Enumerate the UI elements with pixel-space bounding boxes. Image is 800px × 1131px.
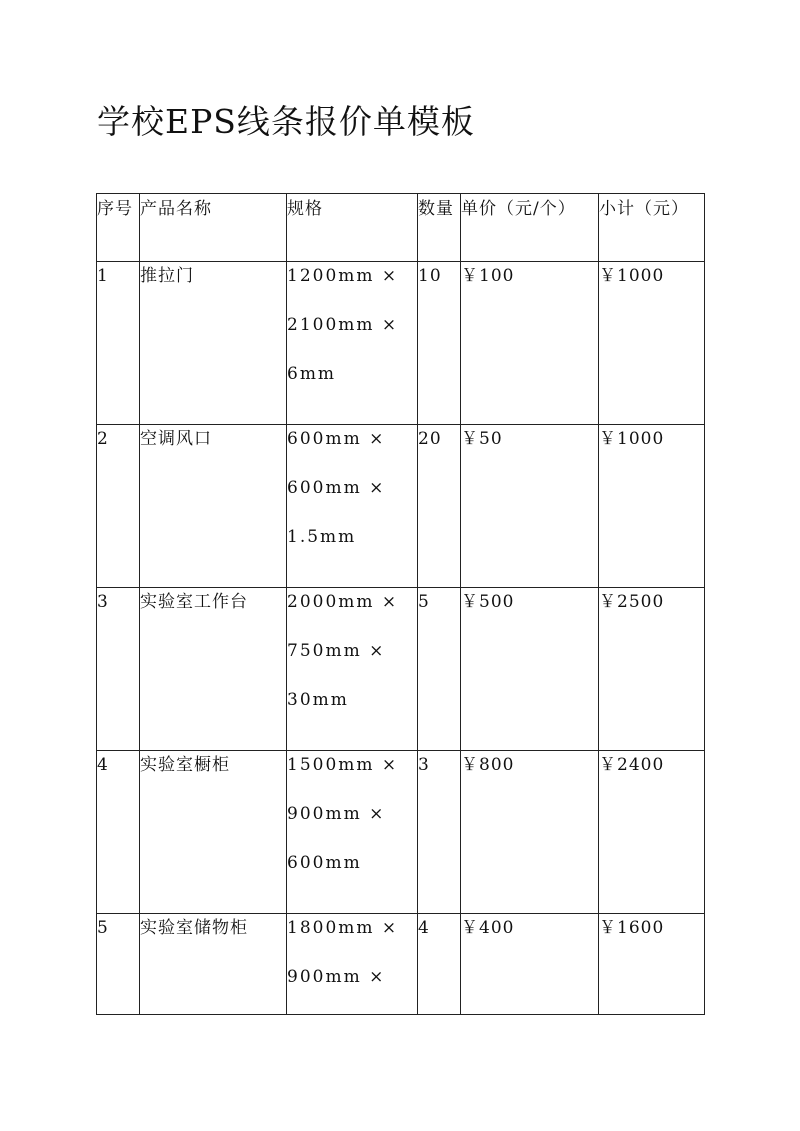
cell-product-name-text: 实验室橱柜 bbox=[140, 755, 230, 775]
cell-subtotal bbox=[599, 262, 705, 425]
spec-line: 1500mm × bbox=[287, 755, 399, 775]
cell-qty-text: 10 bbox=[418, 266, 442, 286]
header-cell-qty bbox=[418, 194, 461, 262]
quote-table-body bbox=[97, 194, 705, 1015]
cell-unit-price-text: ￥500 bbox=[461, 592, 515, 612]
header-cell-spec bbox=[287, 194, 418, 262]
table-row bbox=[97, 588, 705, 751]
table-header-row bbox=[97, 194, 705, 262]
cell-unit-price bbox=[461, 262, 599, 425]
cell-no bbox=[97, 425, 140, 588]
cell-subtotal-text: ￥2500 bbox=[599, 592, 665, 612]
cell-product-name bbox=[140, 914, 287, 1015]
cell-subtotal bbox=[599, 588, 705, 751]
cell-no bbox=[97, 588, 140, 751]
spec-line: 30mm bbox=[287, 690, 349, 710]
cell-unit-price-text: ￥100 bbox=[461, 266, 515, 286]
cell-no bbox=[97, 914, 140, 1015]
cell-no-text: 5 bbox=[97, 918, 109, 938]
cell-spec bbox=[287, 262, 418, 425]
cell-spec bbox=[287, 588, 418, 751]
cell-unit-price bbox=[461, 914, 599, 1015]
cell-unit-price bbox=[461, 425, 599, 588]
header-label-qty: 数量 bbox=[418, 199, 454, 219]
header-cell-unit-price bbox=[461, 194, 599, 262]
cell-spec bbox=[287, 751, 418, 914]
spec-line: 1200mm × bbox=[287, 266, 399, 286]
cell-qty bbox=[418, 425, 461, 588]
cell-unit-price-text: ￥400 bbox=[461, 918, 515, 938]
header-label-no: 序号 bbox=[97, 199, 133, 219]
cell-qty-text: 3 bbox=[418, 755, 430, 775]
cell-qty bbox=[418, 588, 461, 751]
cell-no-text: 2 bbox=[97, 429, 109, 449]
spec-line: 2100mm × bbox=[287, 315, 399, 335]
cell-qty-text: 5 bbox=[418, 592, 430, 612]
header-label-spec: 规格 bbox=[287, 199, 323, 219]
cell-subtotal bbox=[599, 751, 705, 914]
spec-line: 6mm bbox=[287, 364, 337, 384]
cell-product-name-text: 空调风口 bbox=[140, 429, 212, 449]
cell-product-name bbox=[140, 588, 287, 751]
spec-line: 900mm × bbox=[287, 967, 386, 987]
table-row bbox=[97, 751, 705, 914]
header-cell-name bbox=[140, 194, 287, 262]
cell-unit-price-text: ￥50 bbox=[461, 429, 503, 449]
cell-no-text: 4 bbox=[97, 755, 109, 775]
cell-product-name-text: 实验室储物柜 bbox=[140, 918, 248, 938]
cell-qty bbox=[418, 751, 461, 914]
cell-no-text: 3 bbox=[97, 592, 109, 612]
cell-subtotal-text: ￥1000 bbox=[599, 266, 665, 286]
cell-product-name bbox=[140, 262, 287, 425]
spec-line: 600mm bbox=[287, 853, 362, 873]
cell-product-name bbox=[140, 751, 287, 914]
spec-line: 1.5mm bbox=[287, 527, 357, 547]
quote-table bbox=[96, 193, 705, 1015]
spec-line: 600mm × bbox=[287, 478, 386, 498]
cell-product-name-text: 实验室工作台 bbox=[140, 592, 248, 612]
spec-line: 900mm × bbox=[287, 804, 386, 824]
header-label-name: 产品名称 bbox=[140, 199, 212, 219]
spec-line: 2000mm × bbox=[287, 592, 399, 612]
cell-unit-price bbox=[461, 751, 599, 914]
cell-spec bbox=[287, 425, 418, 588]
cell-unit-price bbox=[461, 588, 599, 751]
cell-no bbox=[97, 262, 140, 425]
cell-spec bbox=[287, 914, 418, 1015]
cell-no-text: 1 bbox=[97, 266, 109, 286]
header-label-subtotal: 小计（元） bbox=[599, 199, 689, 219]
cell-unit-price-text: ￥800 bbox=[461, 755, 515, 775]
cell-qty bbox=[418, 262, 461, 425]
cell-subtotal-text: ￥2400 bbox=[599, 755, 665, 775]
header-cell-subtotal bbox=[599, 194, 705, 262]
cell-subtotal-text: ￥1000 bbox=[599, 429, 665, 449]
table-row bbox=[97, 914, 705, 1015]
spec-line: 600mm × bbox=[287, 429, 386, 449]
table-row bbox=[97, 262, 705, 425]
spec-line: 1800mm × bbox=[287, 918, 399, 938]
cell-product-name-text: 推拉门 bbox=[140, 266, 194, 286]
cell-no bbox=[97, 751, 140, 914]
header-label-unit-price: 单价（元/个） bbox=[461, 199, 576, 219]
cell-qty bbox=[418, 914, 461, 1015]
cell-subtotal bbox=[599, 425, 705, 588]
header-cell-no bbox=[97, 194, 140, 262]
cell-subtotal bbox=[599, 914, 705, 1015]
spec-line: 750mm × bbox=[287, 641, 386, 661]
table-row bbox=[97, 425, 705, 588]
cell-qty-text: 4 bbox=[418, 918, 430, 938]
cell-qty-text: 20 bbox=[418, 429, 442, 449]
cell-product-name bbox=[140, 425, 287, 588]
cell-subtotal-text: ￥1600 bbox=[599, 918, 665, 938]
document-title: 学校EPS线条报价单模板 bbox=[97, 102, 475, 141]
